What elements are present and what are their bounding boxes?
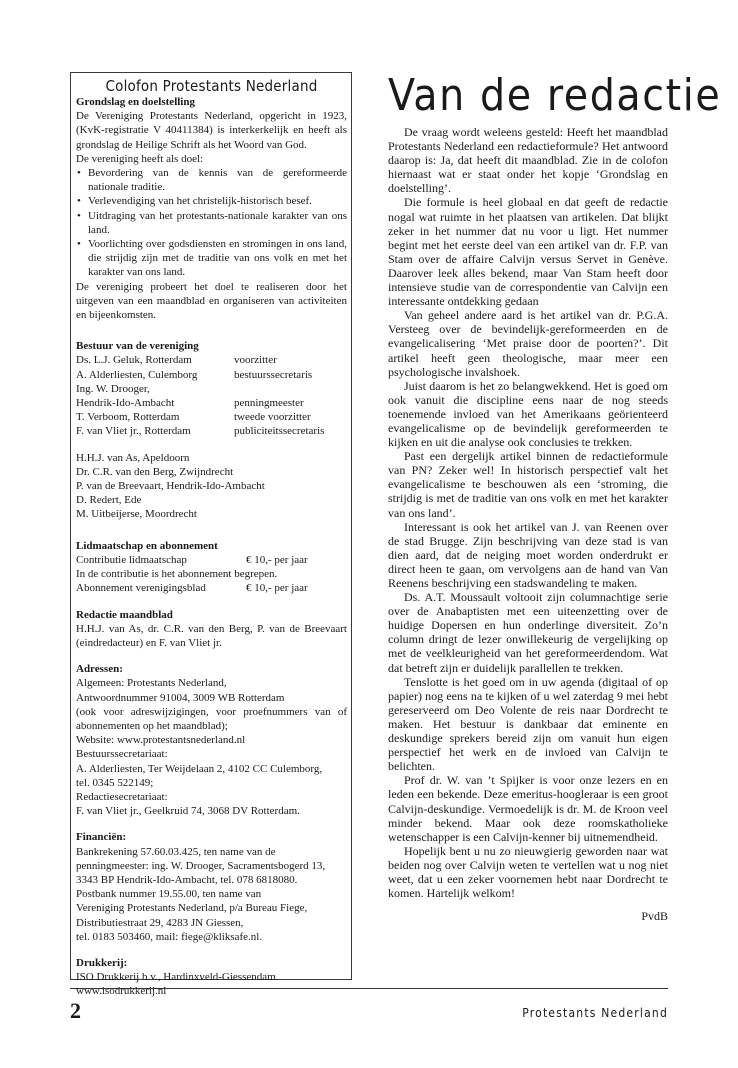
article-paragraph: De vraag wordt weleens gesteld: Heeft het maandblad Protestants Nederland een redactieformule? Het antwoord daarop is: Ja, dat heeft dit maandblad. Zie in de colofon hiernaast wat er staat onder het kopje ‘Grondslag en doelstelling’.: [388, 125, 668, 196]
other-member: H.H.J. van As, Apeldoorn: [76, 451, 190, 464]
doel-item: • Voorlichting over godsdiensten en stromingen in ons land, die strijdig zijn met de traditie van ons volk en met het karakter van ons land.: [76, 237, 347, 280]
doelen-list: [76, 166, 347, 280]
address-line: Algemeen: Protestants Nederland,: [76, 677, 227, 690]
journal-name: Protestants Nederland: [522, 1006, 668, 1020]
finance-line: Bankrekening 57.60.03.425, ten name van de: [76, 845, 276, 858]
member-name: Hendrik-Ido-Ambacht: [76, 397, 175, 410]
doel-item: • Bevordering van de kennis van de gereformeerde nationale traditie.: [76, 166, 347, 194]
member-name: A. Alderliesten, Culemborg: [76, 368, 198, 381]
member-name: Ds. L.J. Geluk, Rotterdam: [76, 354, 192, 367]
address-line: A. Alderliesten, Ter Weijdelaan 2, 4102 CC Culemborg,: [76, 762, 323, 775]
abonnement-label: Abonnement verenigingsblad: [76, 582, 206, 595]
colofon-title: Colofon Protestants Nederland: [105, 77, 318, 95]
drukkerij-heading: Drukkerij:: [76, 956, 128, 969]
bestuur-row: [76, 396, 347, 410]
contributie-row: [76, 553, 347, 567]
bestuur-row: [76, 353, 347, 367]
member-role: penningmeester: [234, 397, 304, 410]
finance-line: 3343 BP Hendrik-Ido-Ambacht, tel. 078 6818080.: [76, 873, 298, 886]
grondslag-section: [76, 95, 347, 322]
address-line: F. van Vliet jr., Geelkruid 74, 3068 DV Rotterdam.: [76, 805, 300, 818]
grondslag-outro: De vereniging probeert het doel te realiseren door het uitgeven van een maandblad en organiseren van activiteiten en bijeenkomsten.: [76, 280, 347, 322]
member-name: T. Verboom, Rotterdam: [76, 411, 180, 424]
abonnement-row: [76, 581, 347, 595]
article-paragraph: Die formule is heel globaal en dat geeft de redactie nogal wat ruimte in het plaatsen van artikelen. Dat blijkt zeker in het nummer dat nu voor u ligt. Het nummer begint met het eerste deel van een artikel van dr. F.P. van Stam over de affaire Calvijn versus Servet in Genève. Daarover leek alles bekend, maar Van Stam heeft door intensieve studie van de correspondentie van Calvijn een interessante ontdekking gedaan: [388, 195, 668, 309]
finance-line: Postbank nummer 19.55.00, ten name van: [76, 888, 262, 901]
bestuur-heading: Bestuur van de vereniging: [76, 340, 199, 353]
redactie-heading: Redactie maandblad: [76, 608, 173, 621]
lidmaatschap-heading: Lidmaatschap en abonnement: [76, 539, 218, 552]
bestuur-row: [76, 424, 347, 438]
article-paragraph: Past een dergelijk artikel binnen de redactieformule van PN? Zeker wel! In historisch perspectief valt het evangelicalisme te beschouwen als een ‘stroming, die strijdig is met de traditie van ons volk en met het karakter van ons land’.: [388, 449, 668, 520]
doel-item: • Uitdraging van het protestants-nationale karakter van ons land.: [76, 209, 347, 237]
finance-line: Vereniging Protestants Nederland, p/a Bureau Fiege,: [76, 902, 308, 915]
other-member: D. Redert, Ede: [76, 494, 142, 507]
abonnement-price: € 10,- per jaar: [246, 582, 308, 595]
financien-section: [76, 830, 347, 944]
doel-label: De vereniging heeft als doel:: [76, 152, 204, 165]
article-header: [388, 70, 722, 121]
grondslag-intro: De Vereniging Protestants Nederland, opgericht in 1923, (KvK-registratie V 40411384) is interkerkelijk en heeft als grondslag de Heilige Schrift als het Woord van God.: [76, 110, 347, 151]
grondslag-heading: Grondslag en doelstelling: [76, 96, 195, 108]
article-paragraph: Juist daarom is het zo belangwekkend. Het is goed om ook vanuit die discipline eens naar de nog steeds toenemende invloed van het Amerikaans geörienteerd evangelicalisme op de bevindelijk gereformeerden te kijken en uit die analyse ook conclusies te trekken.: [388, 378, 668, 450]
address-line: tel. 0345 522149;: [76, 776, 154, 789]
contributie-label: Contributie lidmaatschap: [76, 553, 187, 566]
finance-line: tel. 0183 503460, mail: fiege@kliksafe.nl.: [76, 930, 263, 943]
other-member: M. Uitbeijerse, Moordrecht: [76, 508, 197, 521]
article-paragraph: Van geheel andere aard is het artikel van dr. P.G.A. Versteeg over de bevindelijk-gereformeerden en de evangelicalisering ‘Met praise door de poorten?’. Dit artikel heeft geen theologische, maar meer een psychologische invalshoek.: [388, 308, 668, 379]
article-paragraph: Tenslotte is het goed om in uw agenda (digitaal of op papier) nog eens na te kijken of u wel zaterdag 9 mei hebt gereserveerd om Deo Volente de reis naar Dordrecht te maken. Het bestuur is dankbaar dat eminente en deskundige sprekers bereid zijn om vanuit hun eigen perspectief het werk en de invloed van Calvijn te belichten.: [388, 674, 668, 774]
bestuur-row: [76, 410, 347, 424]
article-paragraph: Prof dr. W. van ’t Spijker is voor onze lezers en en leden een bekende. Deze emeritus-hoogleraar is een groot Calvijn-deskundige. Vermoedelijk is dr. M. de Kroon veel minder bekend. Maar ook deze roomskatholieke wetenschapper is een Calvijn-kenner bij uitnemendheid.: [388, 773, 668, 844]
footer-rule: [70, 988, 668, 989]
other-member: Dr. C.R. van den Berg, Zwijndrecht: [76, 465, 234, 478]
contributie-note: In de contributie is het abonnement begrepen.: [76, 568, 278, 581]
address-line: Redactiesecretariaat:: [76, 790, 168, 803]
bestuur-section: [76, 339, 347, 521]
financien-heading: Financiën:: [76, 831, 127, 844]
member-name: F. van Vliet jr., Rotterdam: [76, 425, 191, 438]
finance-line: Distributiestraat 29, 4283 JN Giessen,: [76, 916, 244, 929]
address-line: (ook voor adreswijzigingen, voor proefnummers van of abonnementen op het maandblad);: [76, 705, 347, 732]
drukkerij-line: www.isodrukkerij.nl: [76, 985, 167, 998]
spacer: [76, 439, 347, 451]
member-role: voorzitter: [234, 354, 277, 367]
colofon-box: [70, 72, 352, 998]
adressen-section: [76, 662, 347, 818]
member-name: Ing. W. Drooger,: [76, 382, 150, 395]
finance-line: penningmeester: ing. W. Drooger, Sacramentsbogerd 13,: [76, 859, 326, 872]
article-paragraph: Hopelijk bent u nu zo nieuwgierig geworden naar wat beiden nog over Calvijn weten te vertellen wat u nog niet weet, dat u een zeker voornemen hebt naar Dordrecht te komen. Hartelijk welkom!: [388, 843, 668, 901]
article-paragraph: Ds. A.T. Moussault voltooit zijn columnachtige serie over de Anabaptisten met een uiteenzetting over de huidige Dopersen en hun onderlinge diversiteit. Zo’n column dringt de lezer onwillekeurig de vergelijking op met de veelkleurigheid van het gereformeerdendom. Wat dat betreft zijn er duidelijk parallellen te trekken.: [388, 590, 668, 675]
drukkerij-section: [76, 956, 347, 999]
lidmaatschap-section: [76, 539, 347, 596]
bestuur-row: [76, 382, 347, 396]
adressen-heading: Adressen:: [76, 663, 123, 676]
article-signature: PvdB: [641, 909, 668, 924]
member-role: tweede voorzitter: [234, 411, 311, 424]
doel-item: • Verlevendiging van het christelijk-historisch besef.: [76, 194, 347, 208]
article-paragraph: Interessant is ook het artikel van J. van Reenen over de stad Brugge. Zijn beschrijving van deze stad is van dien aard, dat de neiging moet worden onderdrukt er direct heen te gaan, om vervolgens aan de hand van Van Reenens beschrijving een stadswandeling te maken.: [388, 519, 668, 590]
article-body: [388, 125, 668, 923]
website-line: Website: www.protestantsnederland.nl: [76, 734, 246, 747]
page-number: 2: [70, 998, 81, 1023]
redactie-text: H.H.J. van As, dr. C.R. van den Berg, P. van de Breevaart (eindredacteur) en F. van Vliet jr.: [76, 622, 347, 649]
member-role: publiciteitssecretaris: [234, 425, 325, 438]
article-title: Van de redactie: [388, 70, 722, 121]
address-line: Antwoordnummer 91004, 3009 WB Rotterdam: [76, 691, 285, 704]
address-line: Bestuurssecretariaat:: [76, 748, 168, 761]
contributie-price: € 10,- per jaar: [246, 553, 308, 566]
bestuur-row: [76, 368, 347, 382]
drukkerij-line: ISO Drukkerij b.v., Hardinxveld-Giessendam.: [76, 971, 279, 984]
redactie-section: [76, 608, 347, 651]
member-role: bestuurssecretaris: [234, 368, 313, 381]
other-member: P. van de Breevaart, Hendrik-Ido-Ambacht: [76, 480, 265, 493]
